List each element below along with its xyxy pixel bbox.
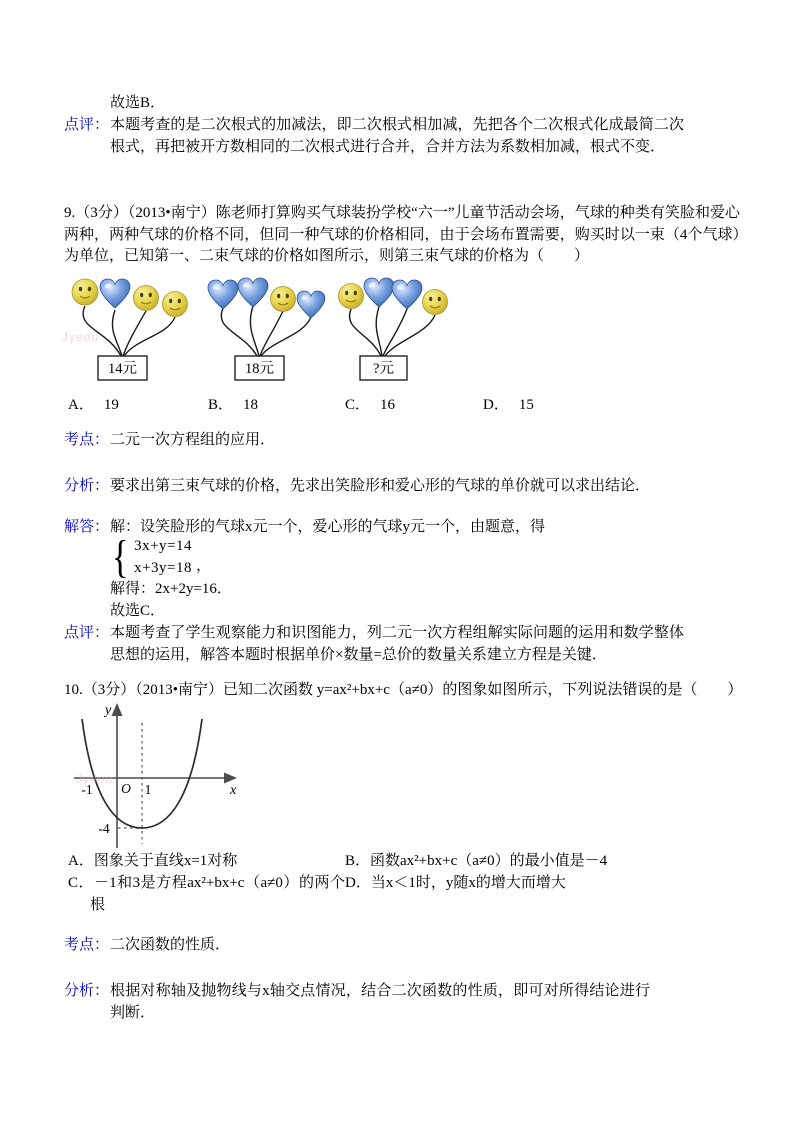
balloon-strings bbox=[83, 306, 175, 356]
comment-block-q8 bbox=[64, 114, 686, 158]
balloon-figure bbox=[65, 270, 457, 384]
q9-kaodian-block bbox=[64, 429, 686, 451]
balloon-heart-icon bbox=[392, 280, 422, 309]
fenxi-label: 分析： bbox=[64, 983, 110, 999]
answer-choice-line: 故选B． bbox=[110, 95, 166, 111]
system-equations bbox=[134, 535, 192, 579]
q10-kaodian-block bbox=[64, 934, 686, 956]
balloon-smiley-icon bbox=[271, 287, 296, 312]
q9-option-d: D． 15 bbox=[483, 397, 534, 413]
x-axis-label: x bbox=[230, 783, 237, 798]
q9-dianping-block bbox=[64, 622, 686, 666]
q9-option-a: A． 19 bbox=[68, 397, 119, 413]
balloon-smiley-icon bbox=[423, 290, 448, 315]
balloon-heart-icon bbox=[297, 291, 325, 318]
comment-text: 本题考查的是二次根式的加减法，即二次根式相加减，先把各个二次根式化成最简二次根式，再把被开方数相同的二次根式进行合并，合并方法为系数相加减，根式不变． bbox=[110, 117, 684, 155]
y-axis-arrow-icon bbox=[112, 703, 123, 716]
jieda-line3: 故选C． bbox=[110, 603, 166, 619]
q9-options bbox=[68, 393, 748, 415]
balloon-heart-icon bbox=[208, 280, 238, 309]
balloon-heart-icon bbox=[238, 278, 268, 307]
fenxi-text: 根据对称轴及抛物线与x轴交点情况，结合二次函数的性质，即可对所得结论进行判断． bbox=[110, 983, 650, 1021]
watermark: Jyeoo bbox=[62, 330, 100, 344]
q9-option-c: C． 16 bbox=[345, 397, 396, 413]
dianping-label: 点评： bbox=[64, 625, 110, 641]
kaodian-label: 考点： bbox=[64, 937, 110, 953]
q9-fenxi-block bbox=[64, 475, 686, 497]
balloon-strings bbox=[221, 306, 311, 356]
price-label-bunch-1: 14元 bbox=[108, 361, 137, 377]
jieda-line1: 解：设笑脸形的气球x元一个，爱心形的气球y元一个，由题意，得 bbox=[110, 519, 546, 535]
y-axis-label: y bbox=[105, 703, 112, 718]
balloon-heart-icon bbox=[364, 278, 394, 307]
watermark: Jyeoo bbox=[76, 772, 114, 786]
balloon-smiley-icon bbox=[134, 286, 159, 311]
fenxi-label: 分析： bbox=[64, 478, 110, 494]
fenxi-text: 要求出第三束气球的价格，先求出笑脸形和爱心形的气球的单价就可以求出结论． bbox=[110, 478, 651, 494]
balloon-bunch-2 bbox=[205, 270, 335, 384]
system-brace: { bbox=[112, 531, 129, 582]
equation-system bbox=[112, 531, 212, 582]
q10-option-c: C．－1和3是方程ax²+bx+c（a≠0）的两个根 bbox=[68, 875, 345, 913]
balloon-heart-icon bbox=[100, 279, 130, 308]
price-label-bunch-2: 18元 bbox=[245, 361, 274, 377]
kaodian-label: 考点： bbox=[64, 432, 110, 448]
x-tick-neg1: -1 bbox=[81, 782, 93, 797]
q10-fenxi-block bbox=[64, 980, 686, 1024]
equation-1: 3x+y=14 bbox=[134, 538, 193, 554]
kaodian-text: 二次函数的性质． bbox=[110, 937, 231, 953]
y-tick-neg4: -4 bbox=[98, 821, 110, 836]
q10-options bbox=[68, 850, 758, 916]
jieda-line2: 解得：2x+2y=16． bbox=[110, 581, 232, 597]
q10-option-a: A．图象关于直线x=1对称 bbox=[68, 853, 238, 869]
x-axis-arrow-icon bbox=[224, 773, 237, 784]
equation-2: x+3y=18 bbox=[134, 560, 193, 576]
kaodian-text: 二元一次方程组的应用． bbox=[110, 432, 276, 448]
jieda-label: 解答： bbox=[64, 519, 110, 535]
balloon-smiley-icon bbox=[72, 279, 98, 305]
question-9-stem: 9.（3分）（2013•南宁）陈老师打算购买气球装扮学校“六一”儿童节活动会场，气球的种类有笑脸和爱心两种，两种气球的价格不同，但同一种气球的价格相同，由于会场布置需要，购买时以一束（4个气球）为单位，已知第一、二束气球的价格如图所示，则第三束气球的价格为（ ） bbox=[64, 205, 740, 264]
comment-label: 点评： bbox=[64, 117, 110, 133]
q9-option-b: B． 18 bbox=[208, 397, 259, 413]
question-10-stem: 10.（3分）（2013•南宁）已知二次函数 y=ax²+bx+c（a≠0）的图象如图所示，下列说法错误的是（ ） bbox=[64, 682, 743, 698]
balloon-strings bbox=[349, 307, 435, 356]
balloon-smiley-icon bbox=[163, 292, 188, 317]
system-comma: ， bbox=[196, 557, 212, 574]
dianping-text: 本题考查了学生观察能力和识图能力，列二元一次方程组解实际问题的运用和数学整体思想的运用，解答本题时根据单价×数量=总价的数量关系建立方程是关键． bbox=[110, 625, 684, 663]
q10-option-b: B．函数ax²+bx+c（a≠0）的最小值是－4 bbox=[345, 853, 608, 869]
origin-label: O bbox=[121, 781, 131, 796]
x-tick-1: 1 bbox=[144, 782, 152, 797]
balloon-smiley-icon bbox=[339, 284, 364, 309]
price-label-bunch-3: ?元 bbox=[373, 361, 394, 377]
q10-option-d: D．当x＜1时，y随x的增大而增大 bbox=[345, 875, 566, 891]
balloon-bunch-3 bbox=[335, 270, 457, 384]
balloon-bunch-1 bbox=[65, 270, 205, 384]
